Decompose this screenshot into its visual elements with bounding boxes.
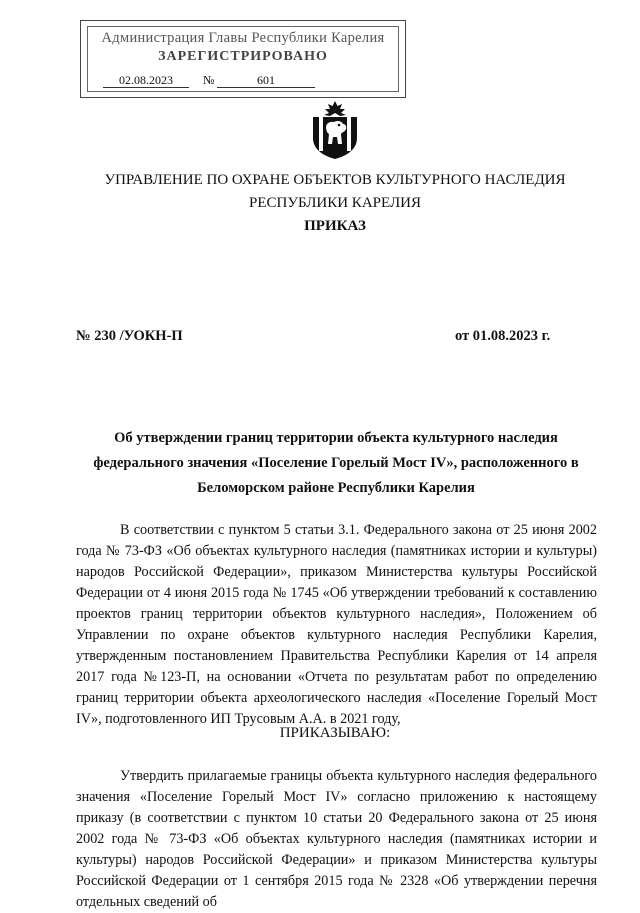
order-title	[76, 426, 596, 501]
order-title-line1: Об утверждении границ территории объекта культурного наследия	[114, 430, 558, 446]
order-title-line3: Беломорском районе Республики Карелия	[197, 480, 475, 496]
org-name-line2: РЕСПУБЛИКИ КАРЕЛИЯ	[249, 195, 421, 211]
stamp-date: 02.08.2023	[103, 73, 189, 88]
org-name-line1: УПРАВЛЕНИЕ ПО ОХРАНЕ ОБЪЕКТОВ КУЛЬТУРНОГО НАСЛЕДИЯ	[104, 172, 566, 188]
preamble-paragraph: В соответствии с пунктом 5 статьи 3.1. Федерального закона от 25 июня 2002 года № 73-ФЗ «Об объектах культурного наследия (памятниках истории и культуры) народов Российской Федерации», приказом Министерства культуры Российской Федерации от 4 июня 2015 года № 1745 «Об утверждении требований к составлению проектов границ территории объектов культурного наследия», Положением об Управлении по охране объектов культурного наследия Республики Карелия, утвержденным постановлением Правительства Республики Карелия от 14 апреля 2017 года №123-П, на основании «Отчета по результатам работ по определению границ территории объекта археологического наследия «Поселение Горелый Мост IV», подготовленного ИП Трусовым А.А. в 2021 году,	[76, 522, 597, 727]
karelia-coat-of-arms-icon	[306, 100, 364, 160]
order-number: № 230 /УОКН-П	[76, 328, 183, 344]
order-title-line2: федерального значения «Поселение Горелый Мост IV», расположенного в	[93, 455, 579, 471]
stamp-status: ЗАРЕГИСТРИРОВАНО	[158, 49, 328, 64]
stamp-number-label: №	[203, 73, 215, 87]
registration-stamp	[80, 20, 406, 98]
order-date: от 01.08.2023 г.	[455, 328, 551, 344]
stamp-organization: Администрация Главы Республики Карелия	[101, 30, 385, 46]
decree-word: ПРИКАЗЫВАЮ:	[279, 725, 391, 741]
order-item-1: Утвердить прилагаемые границы объекта культурного наследия федерального значения «Поселение Горелый Мост IV» согласно приложению к настоящему приказу (в соответствии с пунктом 10 статьи 20 Федерального закона от 25 июня 2002 года № 73-ФЗ «Об объектах культурного наследия (памятниках истории и культуры) народов Российской Федерации» и приказом Министерства культуры Российской Федерации от 1 сентября 2015 года № 2328 «Об утверждении перечня отдельных сведений об	[76, 768, 597, 910]
stamp-number: 601	[217, 73, 315, 88]
document-type: ПРИКАЗ	[304, 218, 366, 234]
